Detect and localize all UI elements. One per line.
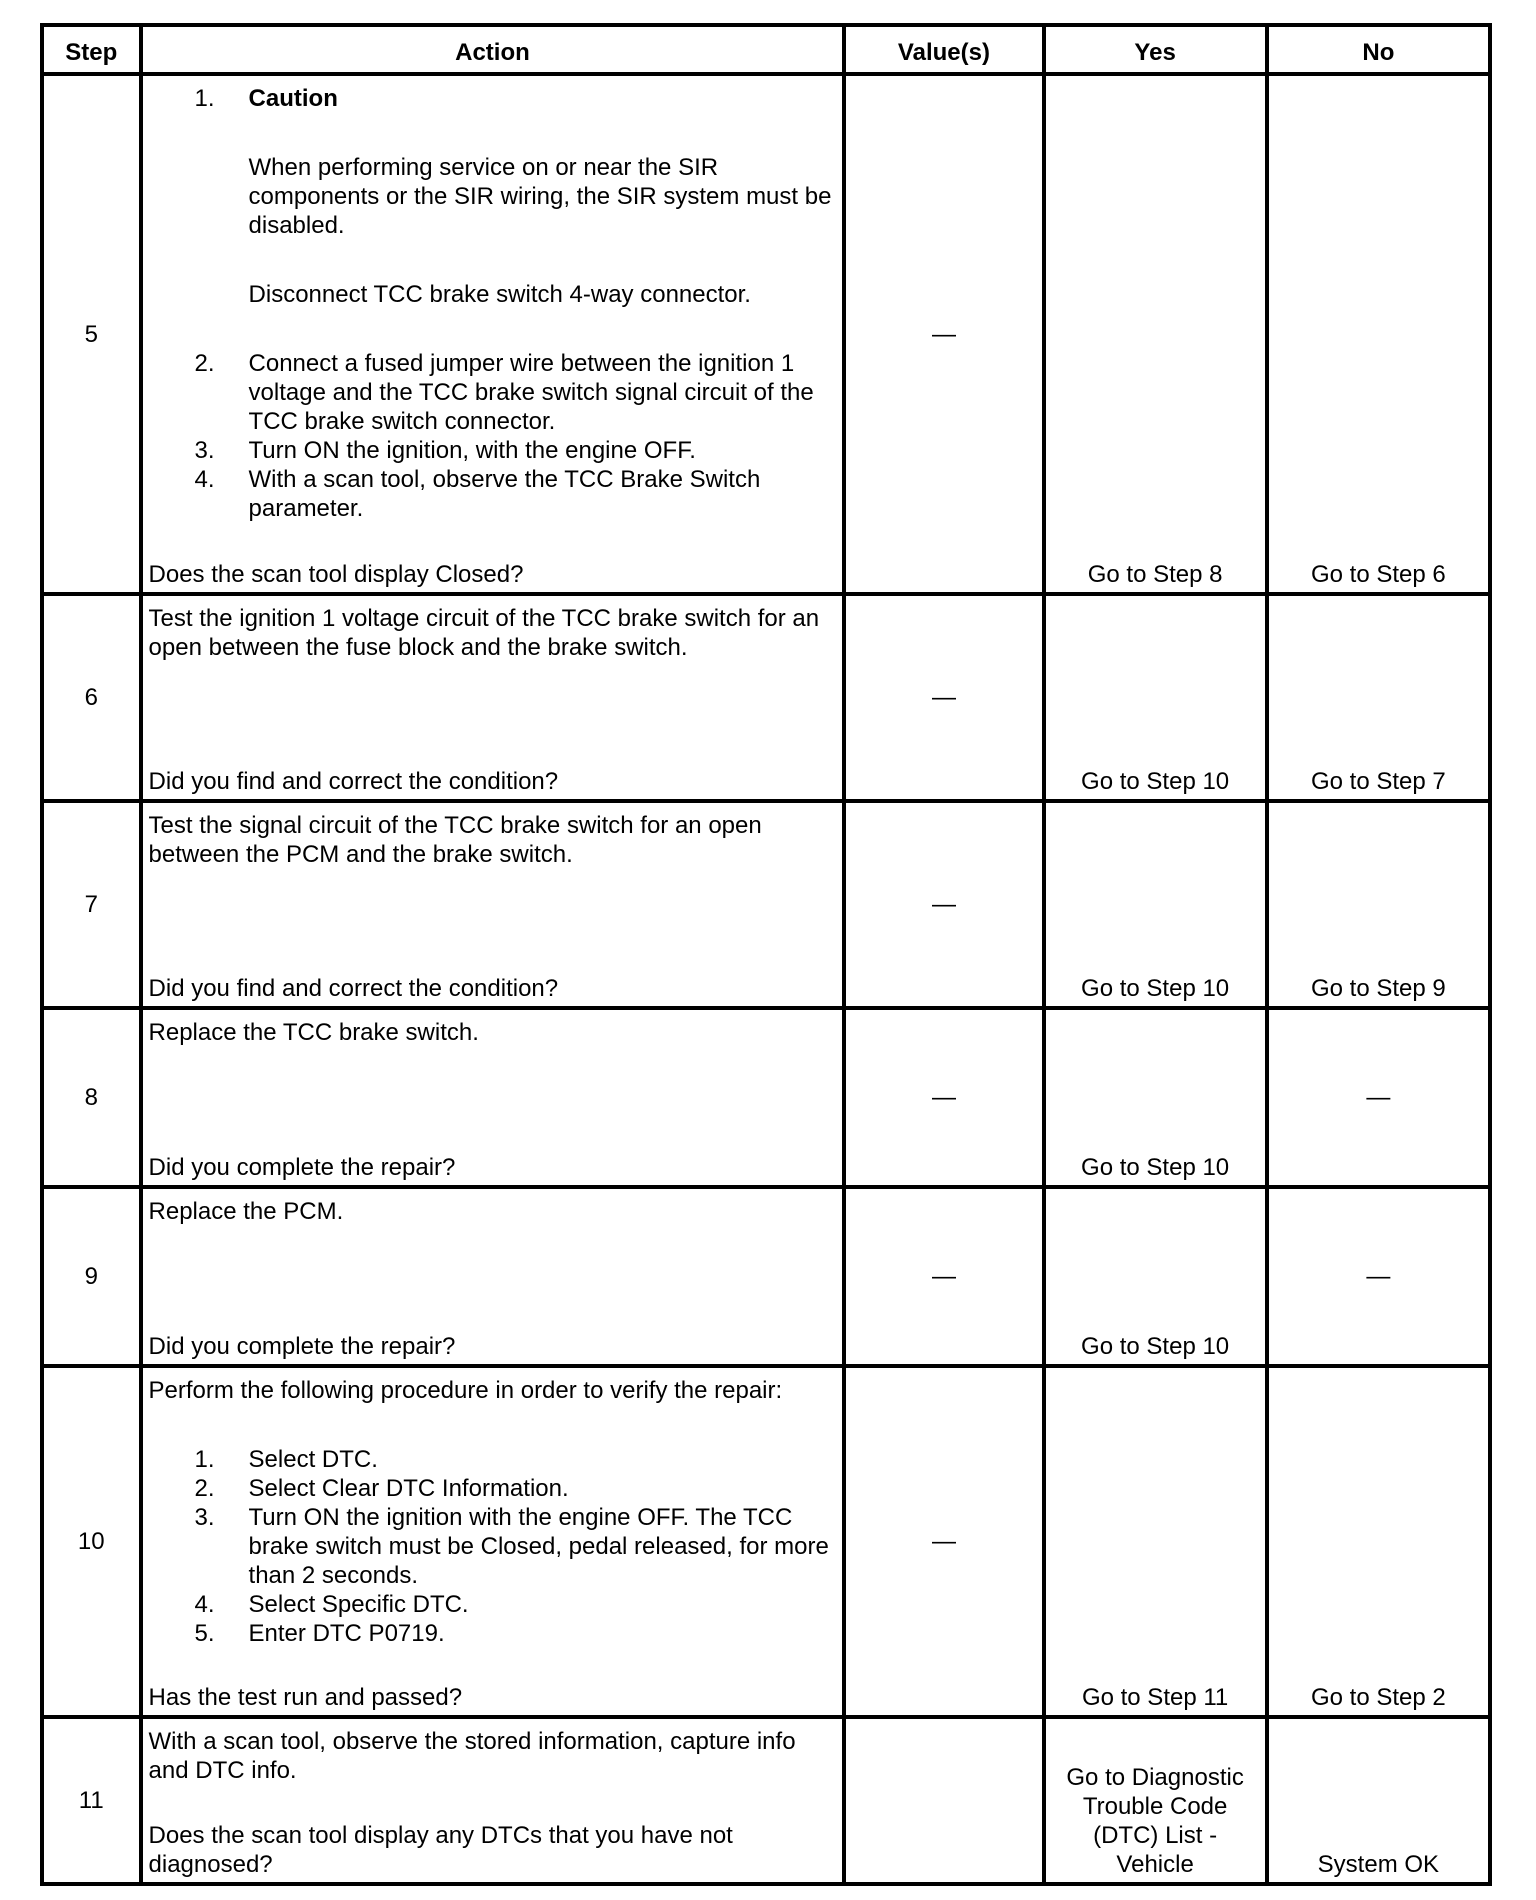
no-cell: — <box>1267 1187 1490 1366</box>
table-row-step-10 <box>42 1366 1490 1717</box>
table-row-step-11 <box>42 1717 1490 1884</box>
step-number: 8 <box>42 1008 141 1187</box>
value-cell: — <box>844 801 1043 1008</box>
yes-cell: Go to Step 10 <box>1044 801 1267 1008</box>
yes-cell: Go to Step 11 <box>1044 1366 1267 1717</box>
list-item <box>194 1445 835 1474</box>
header-values: Value(s) <box>844 25 1043 74</box>
action-text: Test the signal circuit of the TCC brake switch for an open between the PCM and the brake switch. <box>148 812 762 868</box>
header-row <box>42 25 1490 74</box>
list-item <box>194 465 835 523</box>
no-cell: — <box>1267 1008 1490 1187</box>
table-row-step-7 <box>42 801 1490 1008</box>
action-cell <box>141 801 845 1008</box>
header-step: Step <box>42 25 141 74</box>
action-text: Perform the following procedure in order to verify the repair: <box>148 1377 783 1404</box>
list-text: Connect a fused jumper wire between the ignition 1 voltage and the TCC brake switch signal circuit of the TCC brake switch connector. <box>248 350 814 435</box>
procedure-list <box>149 1445 835 1648</box>
table-row-step-8 <box>42 1008 1490 1187</box>
step-number: 11 <box>42 1717 141 1884</box>
disconnect-text: Disconnect TCC brake switch 4-way connector. <box>248 281 751 308</box>
question-text: Did you complete the repair? <box>148 1154 456 1181</box>
no-cell: System OK <box>1267 1717 1490 1884</box>
list-number: 3. <box>194 437 215 464</box>
action-text: Replace the TCC brake switch. <box>148 1019 479 1046</box>
no-cell: Go to Step 9 <box>1267 801 1490 1008</box>
yes-cell: Go to Step 10 <box>1044 1187 1267 1366</box>
value-cell: — <box>844 74 1043 594</box>
caution-text: When performing service on or near the SIR components or the SIR wiring, the SIR system must be disabled. <box>248 154 832 239</box>
step-number: 10 <box>42 1366 141 1717</box>
list-text: Turn ON the ignition, with the engine OFF. <box>248 437 696 464</box>
list-text: Select DTC. <box>248 1446 378 1473</box>
question-text: Did you complete the repair? <box>148 1333 456 1360</box>
table-row-step-6 <box>42 594 1490 801</box>
action-cell <box>141 1187 845 1366</box>
step-number: 9 <box>42 1187 141 1366</box>
list-number: 4. <box>194 1591 215 1618</box>
table-row-step-5 <box>42 74 1490 594</box>
list-item <box>194 84 835 349</box>
list-number: 3. <box>194 1504 215 1531</box>
yes-cell: Go to Diagnostic Trouble Code (DTC) List - Vehicle <box>1044 1717 1267 1884</box>
list-number: 2. <box>194 350 215 377</box>
list-text: Select Clear DTC Information. <box>248 1475 569 1502</box>
action-cell <box>141 1008 845 1187</box>
list-number: 1. <box>194 85 215 112</box>
caution-title: Caution <box>248 85 338 112</box>
action-text: With a scan tool, observe the stored information, capture info and DTC info. <box>148 1728 796 1784</box>
procedure-list <box>149 84 835 523</box>
action-cell <box>141 1717 845 1884</box>
step-number: 7 <box>42 801 141 1008</box>
no-cell: Go to Step 6 <box>1267 74 1490 594</box>
action-cell <box>141 594 845 801</box>
value-cell: — <box>844 1187 1043 1366</box>
step-number: 6 <box>42 594 141 801</box>
list-item <box>194 349 835 436</box>
value-cell <box>844 1717 1043 1884</box>
list-item <box>194 1619 835 1648</box>
step-number: 5 <box>42 74 141 594</box>
question-text: Does the scan tool display any DTCs that you have not diagnosed? <box>148 1822 733 1878</box>
header-action: Action <box>141 25 845 74</box>
question-text: Has the test run and passed? <box>148 1684 463 1711</box>
list-text: Turn ON the ignition with the engine OFF. The TCC brake switch must be Closed, pedal released, for more than 2 seconds. <box>248 1504 829 1589</box>
value-cell: — <box>844 1008 1043 1187</box>
action-cell <box>141 1366 845 1717</box>
header-no: No <box>1267 25 1490 74</box>
table-row-step-9 <box>42 1187 1490 1366</box>
action-text: Replace the PCM. <box>148 1198 344 1225</box>
action-cell <box>141 74 845 594</box>
yes-cell: Go to Step 10 <box>1044 594 1267 801</box>
list-number: 5. <box>194 1620 215 1647</box>
action-text: Test the ignition 1 voltage circuit of the TCC brake switch for an open between the fuse block and the brake switch. <box>148 605 820 661</box>
list-text: Enter DTC P0719. <box>248 1620 445 1647</box>
yes-cell: Go to Step 10 <box>1044 1008 1267 1187</box>
header-yes: Yes <box>1044 25 1267 74</box>
list-item <box>194 436 835 465</box>
list-number: 4. <box>194 466 215 493</box>
list-item <box>194 1503 835 1590</box>
question-text: Does the scan tool display Closed? <box>148 561 524 588</box>
yes-cell: Go to Step 8 <box>1044 74 1267 594</box>
value-cell: — <box>844 594 1043 801</box>
no-cell: Go to Step 7 <box>1267 594 1490 801</box>
list-item <box>194 1474 835 1503</box>
value-cell: — <box>844 1366 1043 1717</box>
list-number: 1. <box>194 1446 215 1473</box>
question-text: Did you find and correct the condition? <box>148 975 559 1002</box>
list-text: With a scan tool, observe the TCC Brake Switch parameter. <box>248 466 761 522</box>
list-item <box>194 1590 835 1619</box>
diagnostic-table <box>40 23 1492 1886</box>
question-text: Did you find and correct the condition? <box>148 768 559 795</box>
list-number: 2. <box>194 1475 215 1502</box>
no-cell: Go to Step 2 <box>1267 1366 1490 1717</box>
list-text: Select Specific DTC. <box>248 1591 469 1618</box>
